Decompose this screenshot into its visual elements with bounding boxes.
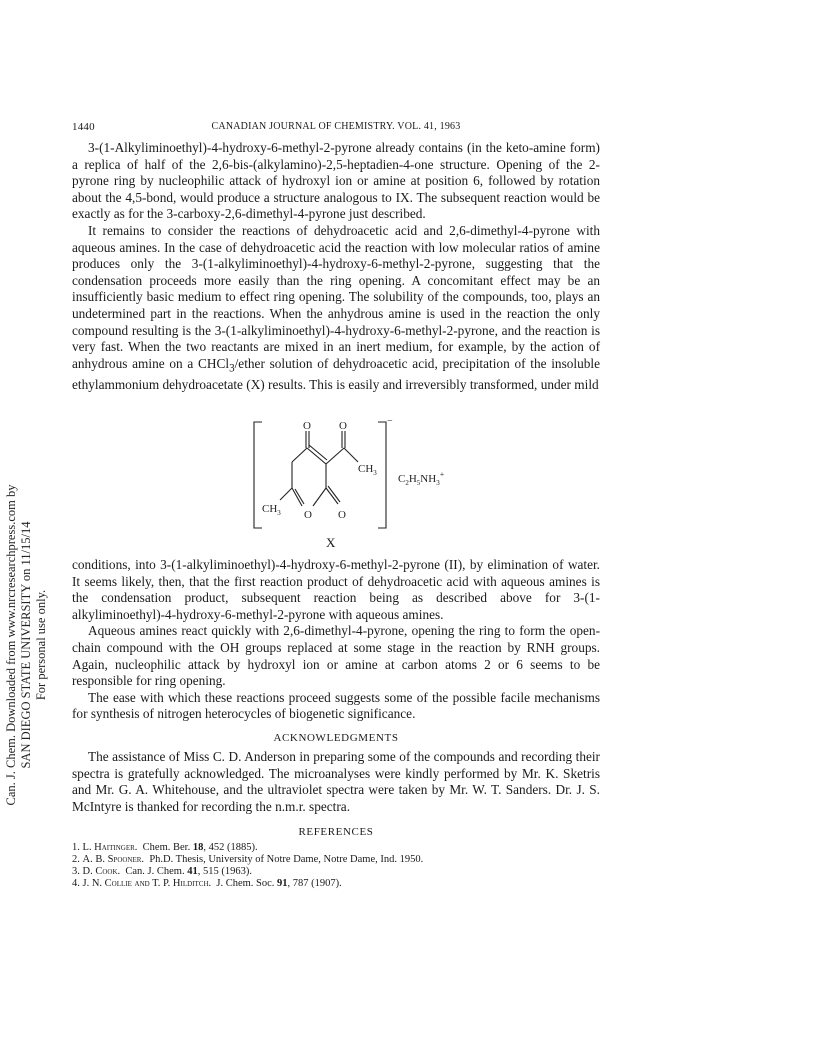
structure-x-diagram — [250, 400, 510, 552]
cation-formula: $C_2H_5NH_3^+$ — [398, 470, 445, 487]
references-list — [72, 842, 600, 890]
references-heading: REFERENCES — [298, 826, 374, 838]
watermark-line-1: Can. J. Chem. Downloaded from www.nrcresearchpress.com by SAN DIEGO STATE UNIVERSITY on 11/15/14 — [4, 484, 33, 806]
running-header — [72, 121, 600, 135]
paragraph-2 — [72, 223, 600, 394]
acetyl-methyl-label: $CH_3$ — [358, 463, 377, 477]
reference-item: 4. J. N. Collie and T. P. Hilditch. J. Chem. Soc. 91, 787 (1907). — [72, 878, 342, 889]
reference-item: 2. A. B. Spooner. Ph.D. Thesis, University of Notre Dame, Notre Dame, Ind. 1950. — [72, 854, 424, 865]
acknowledgments-section — [72, 749, 600, 815]
page-number: 1440 — [72, 121, 95, 133]
body-text-bottom — [72, 557, 600, 723]
paragraph-2-part-b: /ether solution of dehydroacetic acid, precipitation of the insoluble ethylammonium dehydroacetate (X) results. This is easily and irreversibly transformed, under mild — [72, 355, 600, 392]
lactone-oxygen: O — [338, 509, 346, 521]
paragraph-4: Aqueous amines react quickly with 2,6-dimethyl-4-pyrone, opening the ring to form the open-chain compound with the OH groups replaced at some stage in the reaction by RNH groups. Again, nucleophilic attack by hydroxyl ion or amine at carbon atoms 2 or 6 seems to be responsible for ring opening. — [72, 623, 600, 689]
acknowledgments-heading: ACKNOWLEDGMENTS — [273, 732, 399, 744]
reference-author: J. N. Collie and T. P. Hilditch. — [82, 878, 212, 889]
paragraph-5: The ease with which these reactions proceed suggests some of the possible facile mechanisms for synthesis of nitrogen heterocycles of biogenetic significance. — [72, 689, 600, 722]
reference-author: A. B. Spooner. — [82, 854, 145, 865]
anion-charge: − — [387, 416, 393, 427]
paragraph-2-part-a: It remains to consider the reactions of dehydroacetic acid and 2,6-dimethyl-4-pyrone with aqueous amines. In the case of dehydroacetic acid the reaction with low molecular ratios of amine produces only the 3-(1-alkyliminoethyl)-4-hydroxy-6-methyl-2-pyrone, suggesting that the condensation proceeds more easily than the ring opening. A concomitant effect may be an insufficiently basic medium to effect ring opening. The solubility of the compounds, too, plays an undetermined part in the reactions. When the anhydrous amine is used in the reaction the only compound resulting is the 3-(1-alkyliminoethyl)-4-hydroxy-6-methyl-2-pyrone, and the reaction is very fast. When the two reactants are mixed in an inert medium, for example, by the action of anhydrous amine on a CHCl — [72, 222, 600, 371]
carbonyl-oxygen-2: O — [339, 420, 347, 432]
chcl3-subscript: 3 — [229, 362, 235, 375]
body-text-top — [72, 140, 600, 394]
reference-item: 1. L. Haitinger. Chem. Ber. 18, 452 (1885). — [72, 842, 258, 853]
reference-volume: 41 — [187, 866, 198, 877]
paragraph-3: conditions, into 3-(1-alkyliminoethyl)-4-hydroxy-6-methyl-2-pyrone (II), by elimination of water. It seems likely, then, that the first reaction product of dehydroacetic acid with aqueous amines is the condensation product, subsequent reaction being as described above for 3-(1-alkyliminoethyl)-4-hydroxy-6-methyl-2-pyrone with aqueous amines. — [72, 557, 600, 622]
structure-x-label: X — [326, 535, 336, 550]
reference-volume: 91 — [277, 878, 288, 889]
reference-author: L. Haitinger. — [82, 842, 138, 853]
paragraph-1: 3-(1-Alkyliminoethyl)-4-hydroxy-6-methyl-2-pyrone already contains (in the keto-amine form) a replica of half of the 2,6-bis-(alkylamino)-2,5-heptadien-4-one structure. Opening of the 2-pyrone ring by nucleophilic attack of hydroxyl ion or amine at position 6, followed by rotation about the 4,5-bond, would produce a structure analogous to IX. The subsequent reaction would be exactly as for the 3-carboxy-2,6-dimethyl-4-pyrone just described. — [72, 140, 600, 222]
watermark-line-2: For personal use only. — [34, 589, 48, 701]
reference-author: D. Cook. — [82, 866, 121, 877]
carbonyl-oxygen-1: O — [303, 420, 311, 432]
reference-volume: 18 — [192, 842, 204, 853]
ring-oxygen: O — [304, 509, 312, 521]
acknowledgments-text: The assistance of Miss C. D. Anderson in preparing some of the compounds and recording their spectra is gratefully acknowledged. The microanalyses were kindly performed by Mr. K. Sketris and Mr. G. A. Whitehouse, and the ultraviolet spectra were taken by Mr. W. T. Sanders. Dr. J. S. McIntyre is thanked for recording the n.m.r. spectra. — [72, 749, 600, 814]
journal-title: CANADIAN JOURNAL OF CHEMISTRY. VOL. 41, 1963 — [211, 121, 461, 132]
reference-item: 3. D. Cook. Can. J. Chem. 41, 515 (1963). — [72, 866, 252, 877]
ring-methyl-label: $CH_3$ — [262, 503, 281, 517]
download-watermark — [4, 480, 49, 810]
